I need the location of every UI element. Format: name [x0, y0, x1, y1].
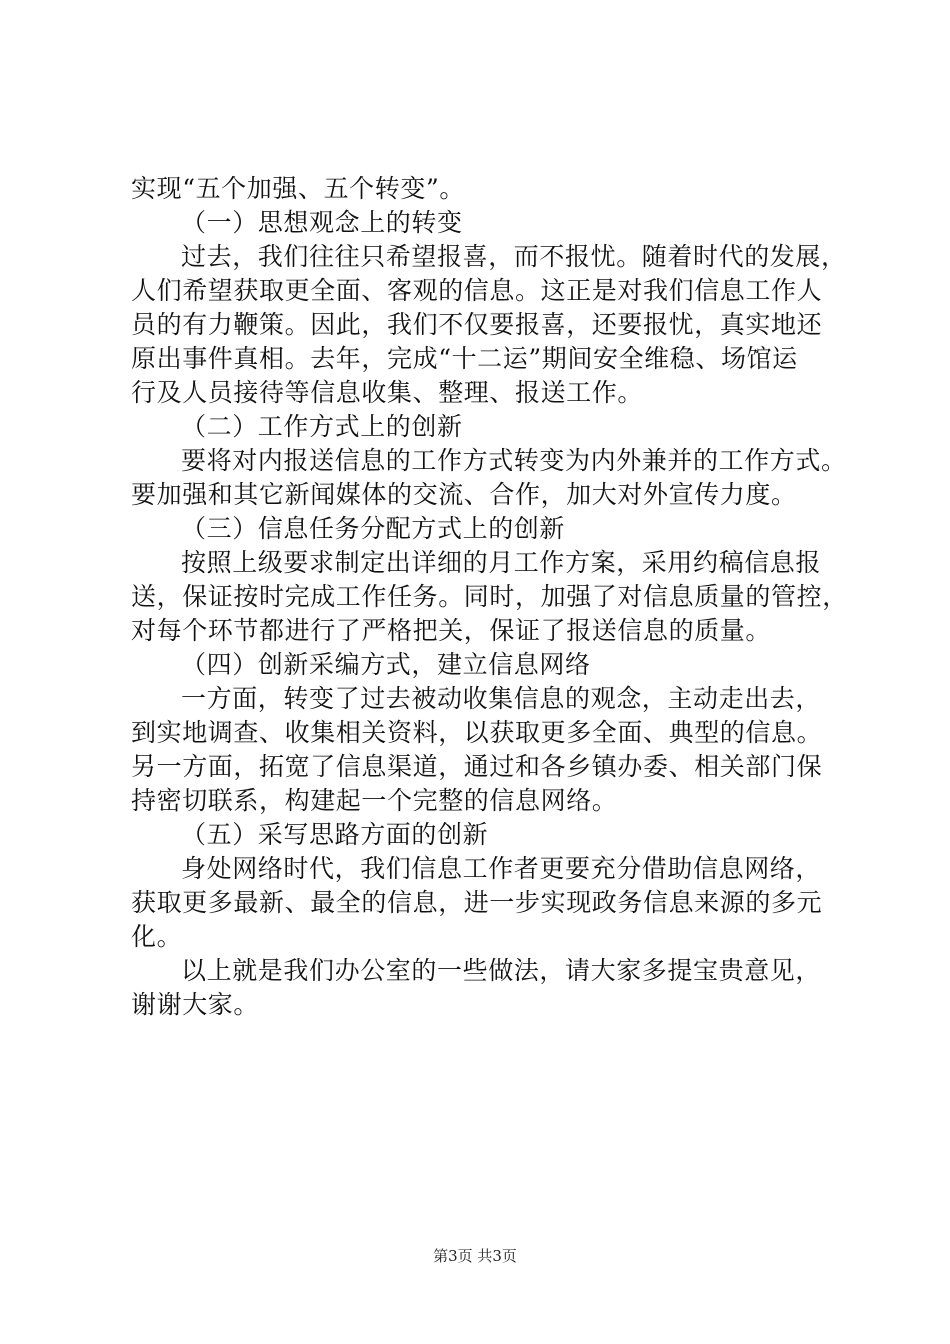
text-line: 一方面，转变了过去被动收集信息的观念，主动走出去，: [181, 684, 822, 713]
section-heading-5: （五）采写思路方面的创新: [181, 820, 489, 849]
text-line: 持密切联系，构建起一个完整的信息网络。: [131, 786, 618, 815]
text-line: 获取更多最新、最全的信息，进一步实现政务信息来源的多元: [131, 888, 823, 917]
text-line: 谢谢大家。: [131, 990, 260, 1019]
text-line: 化。: [131, 922, 183, 951]
text-line: 对每个环节都进行了严格把关，保证了报送信息的质量。: [131, 616, 772, 645]
text-line: 另一方面，拓宽了信息渠道，通过和各乡镇办委、相关部门保: [131, 752, 823, 781]
text-line: 以上就是我们办公室的一些做法，请大家多提宝贵意见，: [181, 956, 822, 985]
text-line: 实现“五个加强、五个转变”。: [131, 174, 465, 203]
section-heading-4: （四）创新采编方式，建立信息网络: [181, 650, 591, 679]
section-heading-3: （三）信息任务分配方式上的创新: [181, 514, 566, 543]
text-line: 按照上级要求制定出详细的月工作方案，采用约稿信息报: [181, 548, 822, 577]
text-line: 行及人员接待等信息收集、整理、报送工作。: [131, 378, 644, 407]
document-body: [131, 172, 848, 1022]
text-line: 过去，我们往往只希望报喜，而不报忧。随着时代的发展，: [181, 242, 847, 271]
text-line: 要加强和其它新闻媒体的交流、合作，加大对外宣传力度。: [131, 480, 797, 509]
text-line: 身处网络时代，我们信息工作者更要充分借助信息网络，: [181, 854, 822, 883]
page-number-footer: 第3页 共3页: [433, 1247, 517, 1265]
text-line: 要将对内报送信息的工作方式转变为内外兼并的工作方式。: [181, 446, 847, 475]
text-line: 原出事件真相。去年，完成“十二运”期间安全维稳、场馆运: [131, 344, 798, 373]
text-line: 人们希望获取更全面、客观的信息。这正是对我们信息工作人: [131, 276, 823, 305]
text-line: 员的有力鞭策。因此，我们不仅要报喜，还要报忧，真实地还: [131, 310, 823, 339]
section-heading-2: （二）工作方式上的创新: [181, 412, 463, 441]
text-line: 送，保证按时完成工作任务。同时，加强了对信息质量的管控，: [131, 582, 848, 611]
text-line: 到实地调查、收集相关资料，以获取更多全面、典型的信息。: [131, 718, 823, 747]
section-heading-1: （一）思想观念上的转变: [181, 208, 463, 237]
